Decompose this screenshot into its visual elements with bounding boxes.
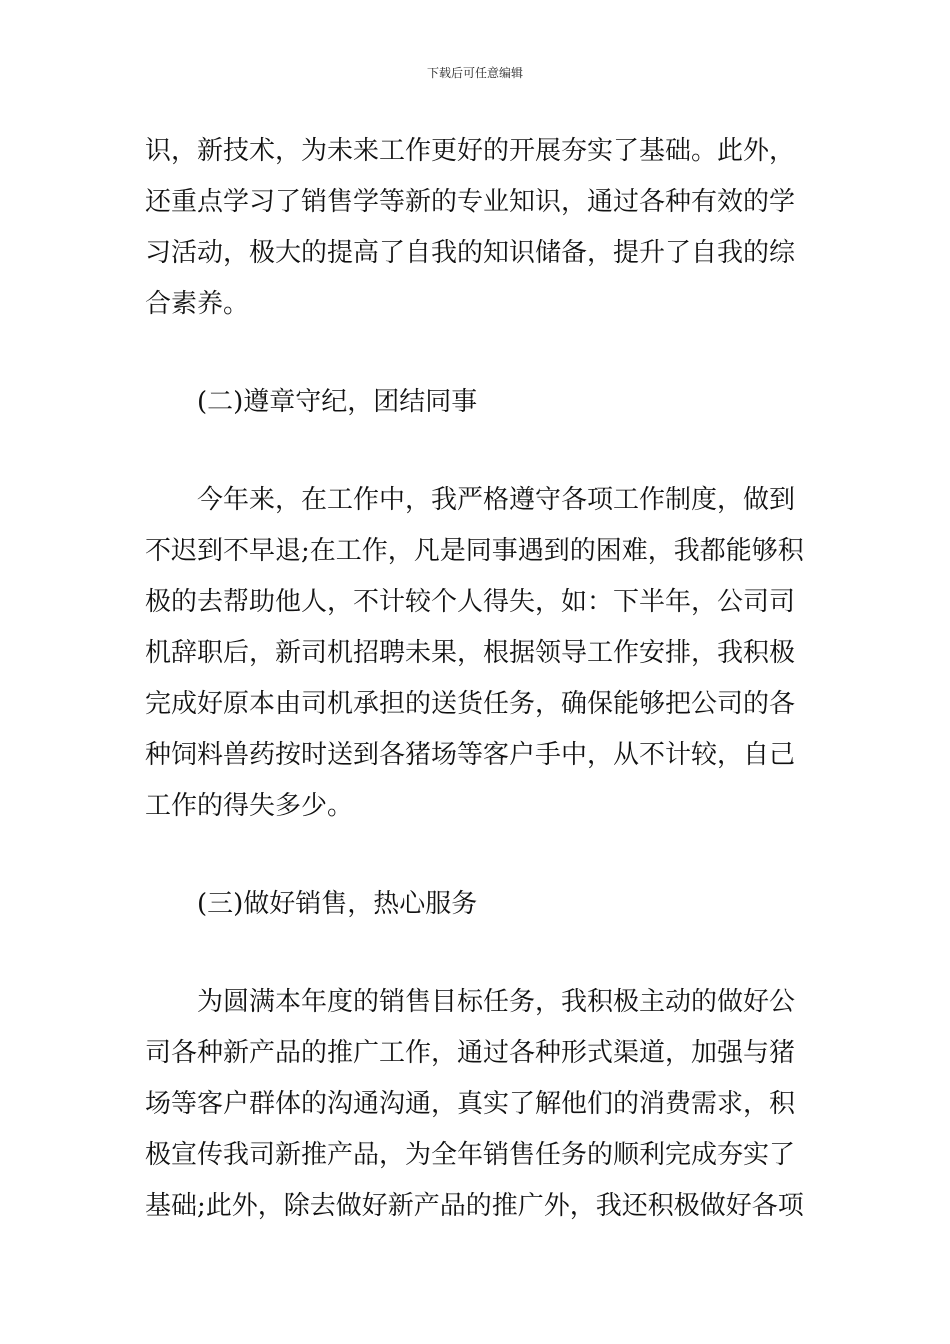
paragraph-line: 还重点学习了销售学等新的专业知识，通过各种有效的学 [145, 187, 796, 217]
paragraph-line: 完成好原本由司机承担的送货任务，确保能够把公司的各 [145, 689, 796, 719]
section-heading-2: (二)遵章守纪，团结同事 [197, 387, 478, 417]
paragraph-line: 合素养。 [145, 289, 250, 319]
paragraph-line: 不迟到不早退;在工作，凡是同事遇到的困难，我都能够积 [145, 536, 804, 566]
paragraph-2 [145, 475, 810, 832]
paragraph-line: 极宣传我司新推产品，为全年销售任务的顺利完成夯实了 [145, 1140, 796, 1170]
paragraph-line: 种饲料兽药按时送到各猪场等客户手中，从不计较，自己 [145, 740, 796, 770]
paragraph-line: 为圆满本年度的销售目标任务，我积极主动的做好公 [145, 987, 796, 1017]
paragraph-line: 今年来，在工作中，我严格遵守各项工作制度，做到 [145, 485, 796, 515]
paragraph-line: 习活动，极大的提高了自我的知识储备，提升了自我的综 [145, 238, 796, 268]
paragraph-line: 工作的得失多少。 [145, 791, 354, 821]
paragraph-line: 司各种新产品的推广工作，通过各种形式渠道，加强与猪 [145, 1038, 796, 1068]
paragraph-1 [145, 126, 810, 330]
document-body [145, 126, 810, 1232]
paragraph-line: 机辞职后，新司机招聘未果，根据领导工作安排，我积极 [145, 638, 796, 668]
section-heading-3: (三)做好销售，热心服务 [197, 889, 478, 919]
header-note: 下载后可任意编辑 [426, 66, 523, 80]
paragraph-line: 识，新技术，为未来工作更好的开展夯实了基础。此外， [145, 136, 796, 166]
paragraph-3 [145, 977, 810, 1232]
paragraph-line: 基础;此外，除去做好新产品的推广外，我还积极做好各项 [145, 1191, 804, 1221]
paragraph-line: 场等客户群体的沟通沟通，真实了解他们的消费需求，积 [145, 1089, 796, 1119]
paragraph-line: 极的去帮助他人，不计较个人得失，如：下半年，公司司 [145, 587, 796, 617]
